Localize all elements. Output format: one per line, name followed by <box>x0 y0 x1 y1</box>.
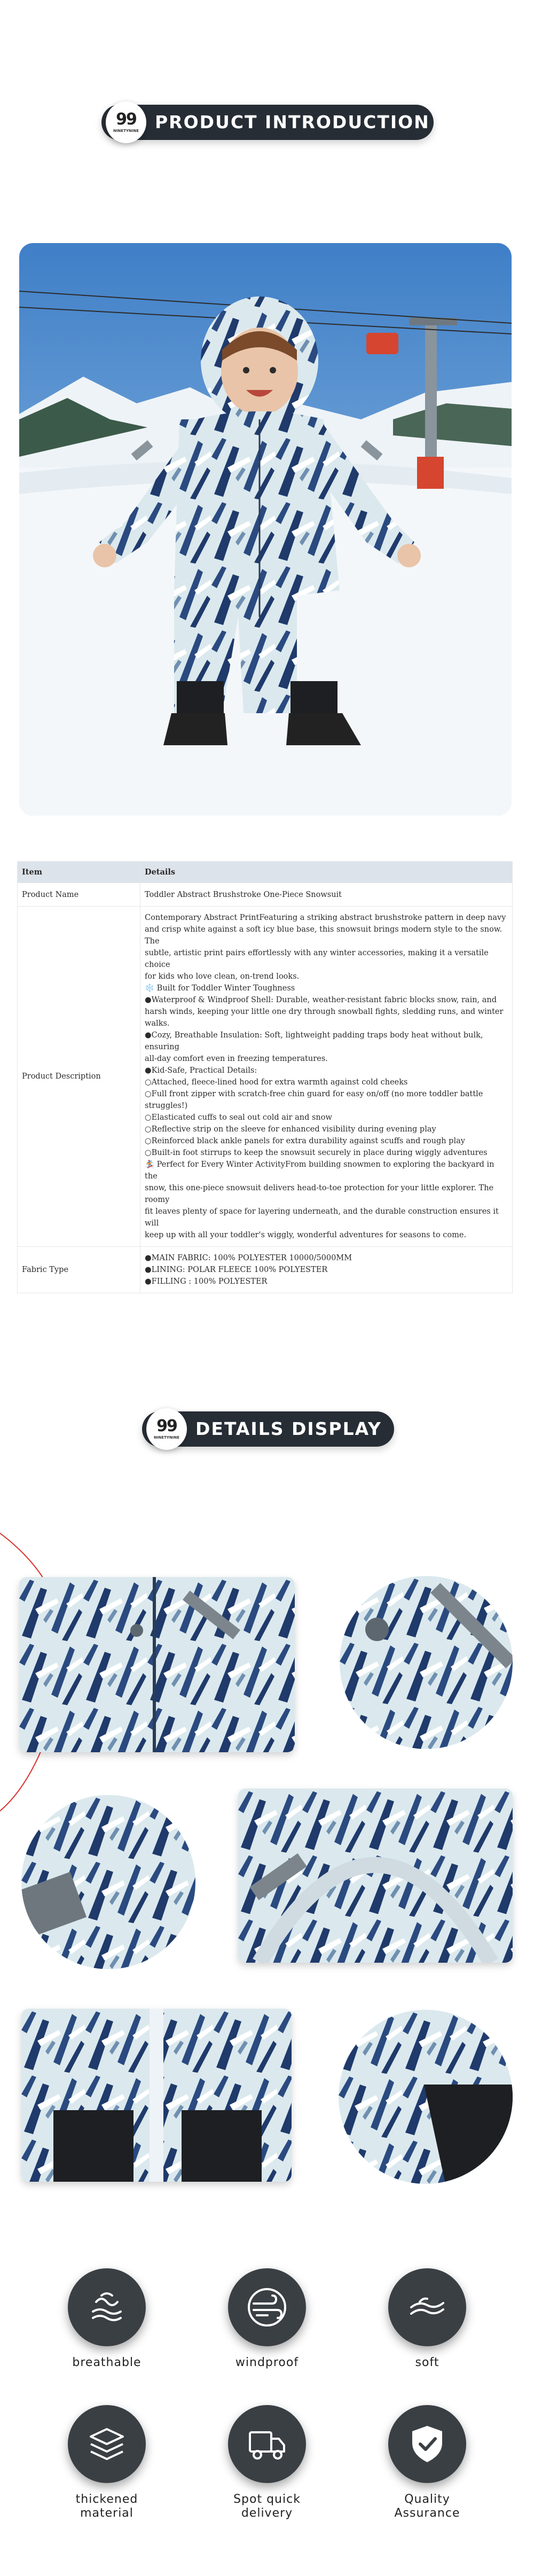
feature-spot-quick-delivery <box>208 2405 326 2520</box>
shield-check-icon <box>388 2405 466 2483</box>
feature-label-line: material <box>80 2507 134 2520</box>
brand-logo-text: NINETYNINE <box>153 1435 180 1440</box>
fabric-line: ●LINING: POLAR FLEECE 100% POLYESTER <box>145 1266 328 1274</box>
table-header-details: Details <box>140 862 513 883</box>
brand-logo-number: 99 <box>156 1417 177 1435</box>
feature-label-line: delivery <box>241 2507 293 2520</box>
feature-windproof <box>208 2268 326 2370</box>
description-line: ○Elasticated cuffs to seal out cold air and snow <box>145 1113 332 1122</box>
description-line: all-day comfort even in freezing temperatures. <box>145 1055 328 1063</box>
description-line: harsh winds, keeping your little one dry through snowball fights, sledding runs, and winter <box>145 1008 504 1016</box>
table-row <box>18 1247 513 1293</box>
product-info-table <box>17 861 513 1293</box>
feature-label <box>368 2493 486 2520</box>
description-line: fit leaves plenty of space for layering underneath, and the durable construction ensures it will <box>145 1207 499 1228</box>
feature-thickened-material <box>48 2405 166 2520</box>
breathable-icon <box>68 2268 146 2346</box>
description-line: 🏂 Perfect for Every Winter ActivityFrom building snowmen to exploring the backyard in the <box>145 1160 494 1181</box>
fabric-type-value <box>140 1247 513 1293</box>
description-line: for kids who love clean, on-trend looks. <box>145 972 300 981</box>
description-line: ○Full front zipper with scratch-free chin guard for easy on/off (no more toddler battle <box>145 1090 483 1098</box>
description-line: walks. <box>145 1019 170 1028</box>
section-banner-intro <box>101 105 434 140</box>
row-label-product-description: Product Description <box>18 907 140 1247</box>
table-row <box>18 883 513 907</box>
feature-label-line: thickened <box>75 2493 138 2506</box>
table-header-item: Item <box>18 862 140 883</box>
hero-product-photo <box>19 243 512 816</box>
brand-logo-number: 99 <box>116 110 136 129</box>
description-line: ○Reinforced black ankle panels for extra durability against scuffs and rough play <box>145 1137 465 1145</box>
delivery-truck-icon <box>228 2405 306 2483</box>
description-line: ●Waterproof & Windproof Shell: Durable, weather-resistant fabric blocks snow, rain, and <box>145 996 497 1004</box>
fabric-line: ●FILLING : 100% POLYESTER <box>145 1277 268 1286</box>
feature-label <box>208 2493 326 2520</box>
row-label-fabric-type: Fabric Type <box>18 1247 140 1293</box>
description-line: keep up with all your toddler's wiggly, wonderful adventures for seasons to come. <box>145 1231 467 1239</box>
feature-label: windproof <box>235 2356 299 2369</box>
layers-icon <box>68 2405 146 2483</box>
feature-breathable <box>48 2268 166 2370</box>
brand-logo <box>106 102 146 143</box>
detail-photo-front <box>19 1577 295 1752</box>
description-line: struggles!) <box>145 1102 188 1110</box>
section-title-details: DETAILS DISPLAY <box>195 1418 382 1439</box>
section-banner-details <box>142 1411 394 1447</box>
brand-logo-text: NINETYNINE <box>113 129 139 133</box>
detail-photo-sleeve <box>21 1795 195 1969</box>
description-line: and crisp white against a soft icy blue base, this snowsuit brings modern style to the snow. The <box>145 925 502 946</box>
soft-icon <box>388 2268 466 2346</box>
detail-photo-reflective-strip <box>340 1576 513 1749</box>
section-title-intro: PRODUCT INTRODUCTION <box>155 112 430 132</box>
detail-photo-cuff <box>339 2010 513 2184</box>
feature-soft <box>368 2268 486 2370</box>
description-line: snow, this one-piece snowsuit delivers head-to-toe protection for your little explorer. The roomy <box>145 1184 494 1204</box>
description-line: Contemporary Abstract PrintFeaturing a striking abstract brushstroke pattern in deep navy <box>145 914 506 922</box>
product-name-value: Toddler Abstract Brushstroke One-Piece Snowsuit <box>140 883 513 907</box>
detail-photo-ankle-panels <box>21 2009 292 2182</box>
windproof-icon <box>228 2268 306 2346</box>
description-line: ●Kid-Safe, Practical Details: <box>145 1066 257 1075</box>
feature-quality-assurance <box>368 2405 486 2520</box>
brand-logo <box>146 1408 187 1450</box>
feature-label: breathable <box>72 2356 142 2369</box>
row-label-product-name: Product Name <box>18 883 140 907</box>
feature-label-line: Assurance <box>394 2507 460 2520</box>
product-description-value <box>140 907 513 1247</box>
description-line: subtle, artistic print pairs effortlessly with any winter accessories, making it a versatile choice <box>145 949 489 969</box>
table-row <box>18 907 513 1247</box>
fabric-line: ●MAIN FABRIC: 100% POLYESTER 10000/5000MM <box>145 1254 352 1262</box>
feature-label <box>48 2493 166 2520</box>
description-line: ❄️ Built for Toddler Winter Toughness <box>145 984 295 993</box>
feature-label-line: Spot quick <box>233 2493 301 2506</box>
description-line: ○Built-in foot stirrups to keep the snowsuit securely in place during wiggly adventures <box>145 1149 488 1157</box>
description-line: ○Attached, fleece-lined hood for extra warmth against cold cheeks <box>145 1078 408 1087</box>
description-line: ●Cozy, Breathable Insulation: Soft, lightweight padding traps body heat without bulk, ensuring <box>145 1031 483 1051</box>
detail-photo-hood <box>238 1789 513 1963</box>
feature-label: soft <box>415 2356 439 2369</box>
feature-label-line: Quality <box>404 2493 450 2506</box>
table-header-row <box>18 862 513 883</box>
description-line: ○Reflective strip on the sleeve for enhanced visibility during evening play <box>145 1125 436 1134</box>
